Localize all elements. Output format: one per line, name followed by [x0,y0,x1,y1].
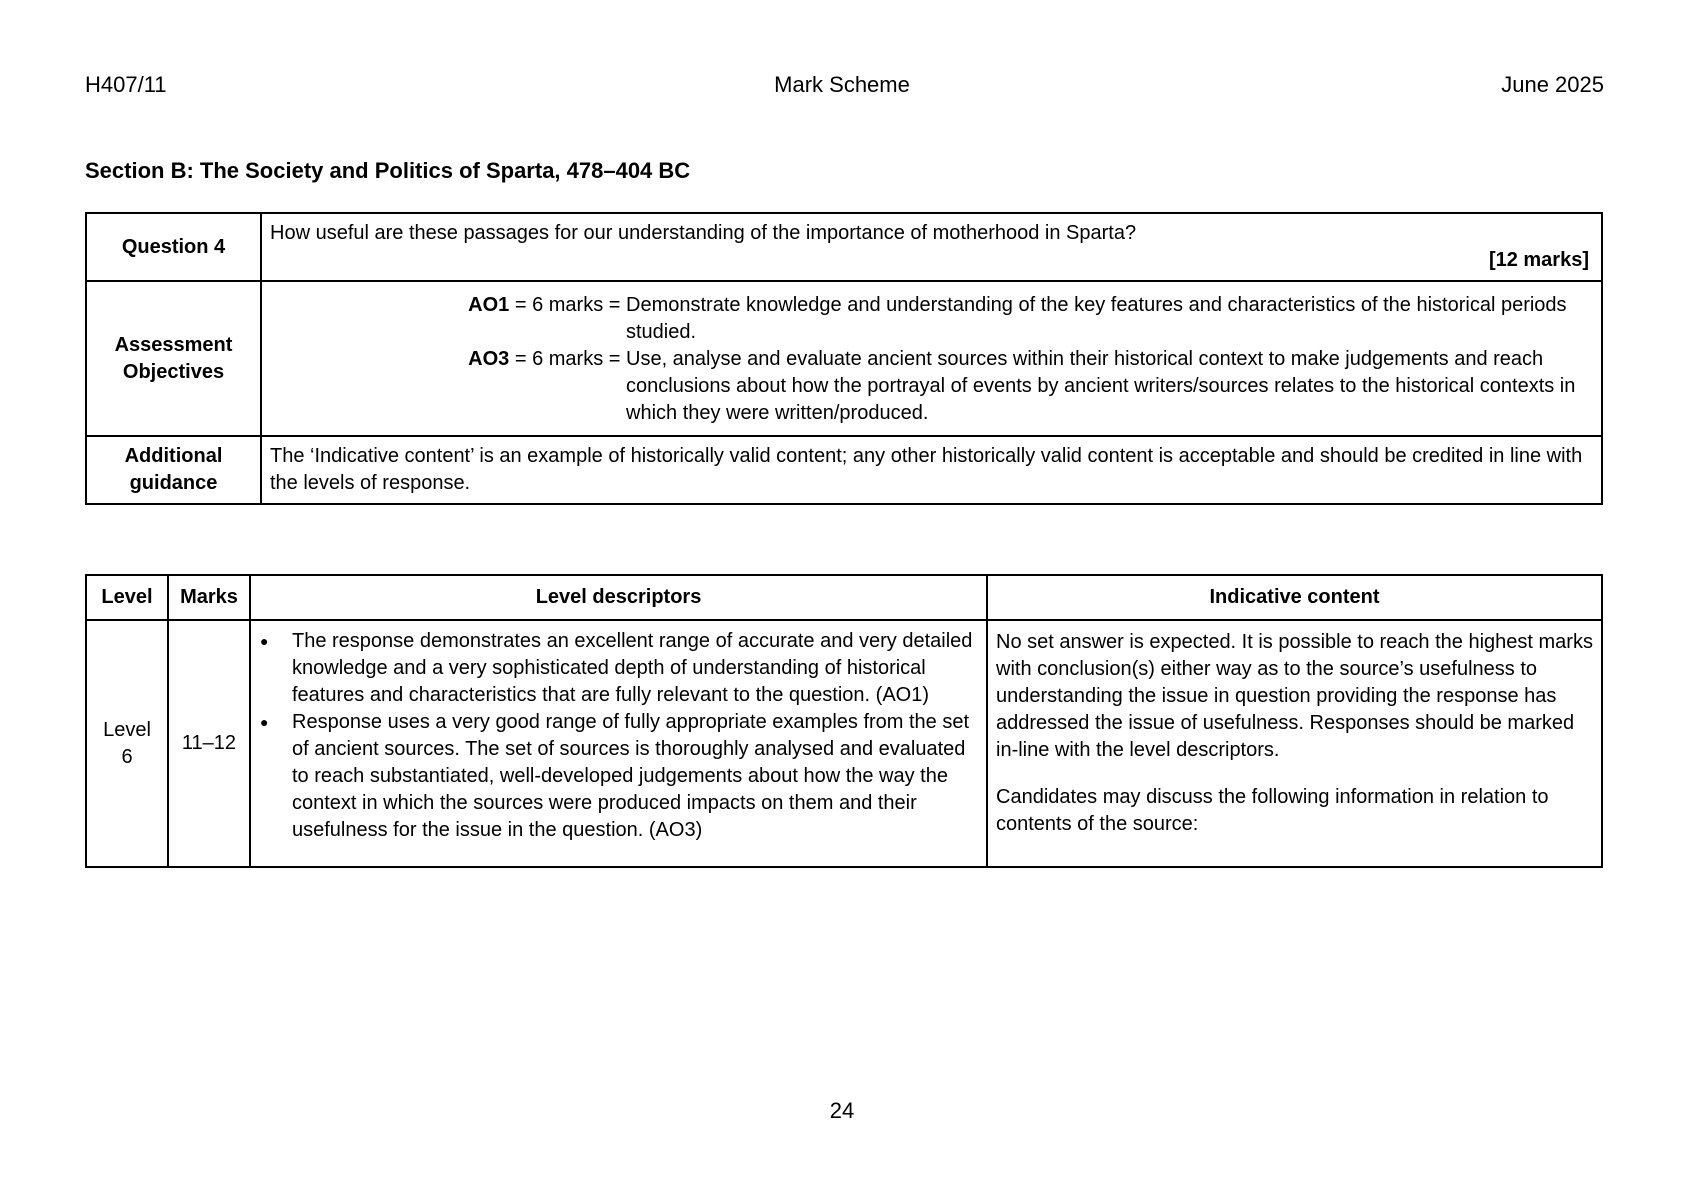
assessment-objectives-cell [261,281,1602,436]
question-table [85,212,1603,505]
descriptor-bullet: ● The response demonstrates an excellent range of accurate and very detailed knowledge and a very sophisticated depth of understanding of historical features and characteristics that are fully relevant to the question. (AO1) [292,628,977,709]
document-title: Mark Scheme [774,72,910,97]
header-marks: Marks [168,575,250,620]
levels-header-row [86,575,1602,620]
assessment-objectives-row [86,281,1602,436]
question-text: How useful are these passages for our understanding of the importance of motherhood in Sparta? [270,222,1137,244]
indicative-paragraph: No set answer is expected. It is possible to reach the highest marks with conclusion(s) either way as to the source’s usefulness to understanding the issue in question providing the response has addressed the issue of usefulness. Responses should be marked in-line with the level descriptors. [996,631,1593,761]
indicative-content-cell [987,620,1602,867]
additional-guidance-label: Additional guidance [86,436,261,504]
table-row [86,620,1602,867]
page-number: 24 [829,1098,855,1123]
section-title: Section B: The Society and Politics of Sparta, 478–404 BC [85,158,691,183]
assessment-objectives-label: Assessment Objectives [86,281,261,436]
document-date: June 2025 [1501,72,1604,97]
indicative-paragraph: Candidates may discuss the following information in relation to contents of the source: [996,786,1549,835]
level-cell: Level 6 [86,620,168,867]
ao3-text: Use, analyse and evaluate ancient sources within their historical context to make judgements and reach conclusions about how the portrayal of events by ancient writers/sources relates to the historical contexts in which they were written/produced. [626,348,1576,424]
ao1-key: AO1 = 6 marks = [468,294,626,316]
question-marks: [12 marks] [1488,249,1589,271]
descriptors-cell [250,620,987,867]
question-row [86,213,1602,281]
marks-cell: 11–12 [168,620,250,867]
header-indicative-content: Indicative content [987,575,1602,620]
ao3-key: AO3 = 6 marks = [468,348,626,370]
ao1-text: Demonstrate knowledge and understanding of the key features and characteristics of the historical periods studied. [626,294,1567,343]
document-code: H407/11 [85,72,167,97]
additional-guidance-row [86,436,1602,504]
levels-table [85,574,1603,868]
header-level-descriptors: Level descriptors [250,575,987,620]
question-label: Question 4 [86,213,261,281]
additional-guidance-text: The ‘Indicative content’ is an example of historically valid content; any other historically valid content is acceptable and should be credited in line with the levels of response. [261,436,1602,504]
question-cell [261,213,1602,281]
header-level: Level [86,575,168,620]
descriptor-bullet: ● Response uses a very good range of fully appropriate examples from the set of ancient sources. The set of sources is thoroughly analysed and evaluated to reach substantiated, well-developed judgements about how the way the context in which the sources were produced impacts on them and their usefulness for the issue in the question. (AO3) [292,709,977,844]
